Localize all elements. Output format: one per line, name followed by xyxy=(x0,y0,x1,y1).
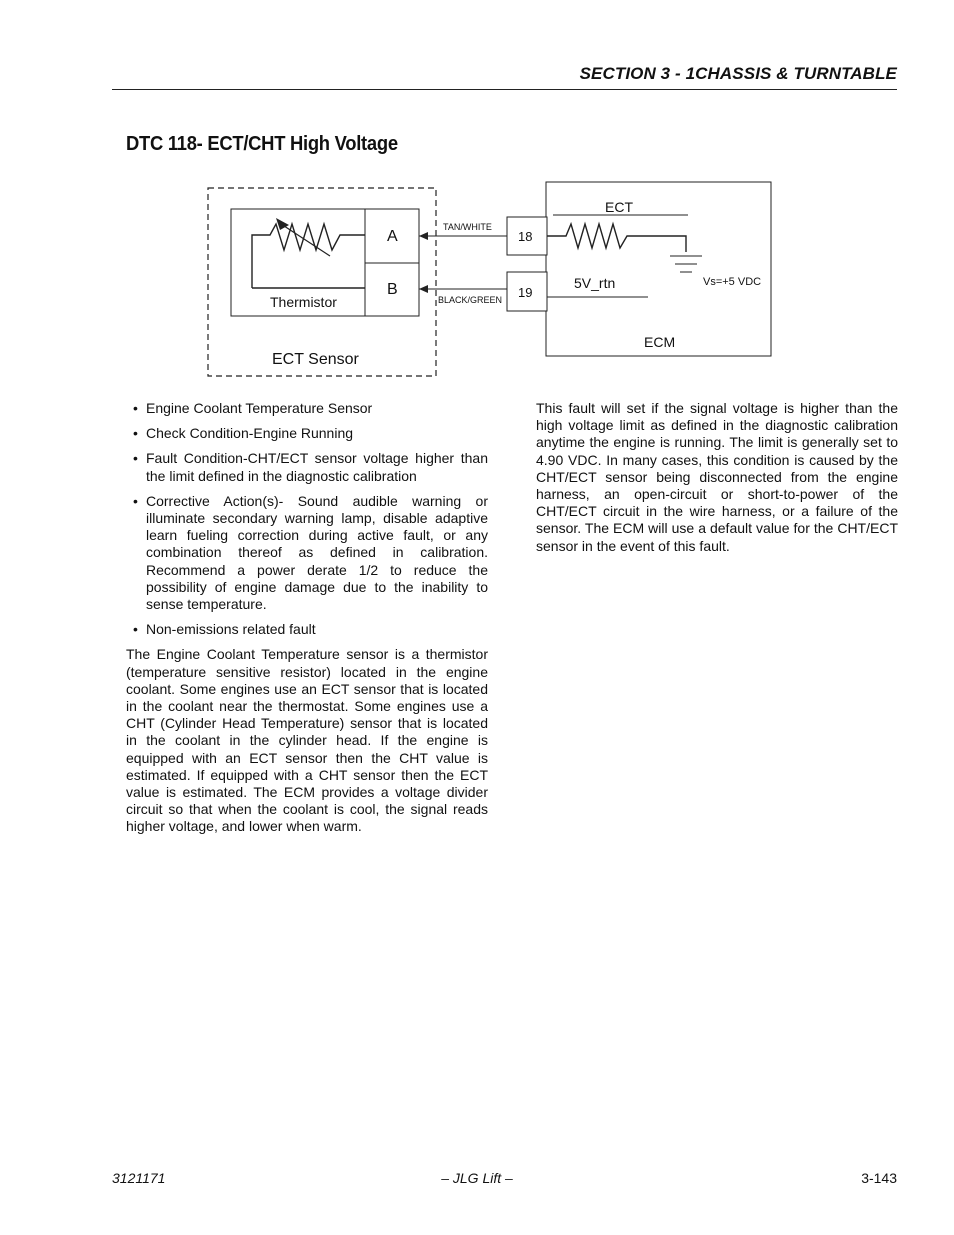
thermistor-symbol xyxy=(252,224,365,288)
fault-description-paragraph: This fault will set if the signal voltage is higher than the high voltage limit as defined in the diagnostic calibration anytime the engine is running. The limit is generally set to 4.90 VDC. In many cases, this condition is caused by the CHT/ECT sensor being disconnected from the engine harness, an open-circuit or short-to-power of the CHT/ECT circuit in the wire harness, or a failure of the sensor. The ECM will use a default value for the CHT/ECT sensor in the event of this fault. xyxy=(536,400,898,554)
bullet-dot: • xyxy=(133,492,138,509)
bullet-dot: • xyxy=(133,621,138,638)
ect-sensor-boundary xyxy=(208,188,436,376)
wire-label-top: TAN/WHITE xyxy=(443,222,492,232)
ecm-resistor-symbol xyxy=(547,224,686,252)
pin-b-label: B xyxy=(387,281,398,298)
ecm-ect-label: ECT xyxy=(605,199,633,215)
bullet-item: • Corrective Action(s)- Sound audible warning or illuminate secondary warning lamp, disable adaptive learn fueling correction during active fault, or any combination thereof as defined in calibration. Recommend a power derate 1/2 to reduce the possibility of engine damage due to the inability to sense temperature. xyxy=(133,492,488,613)
footer-doc-number: 3121171 xyxy=(112,1170,166,1186)
wire-label-bottom: BLACK/GREEN xyxy=(438,295,503,305)
bullet-dot: • xyxy=(133,425,138,442)
ecm-label: ECM xyxy=(644,334,676,350)
left-column xyxy=(126,400,488,836)
bullet-item: • Check Condition-Engine Running xyxy=(133,425,354,442)
ect-description-paragraph: The Engine Coolant Temperature sensor is a thermistor (temperature sensitive resistor) located in the engine coolant. Some engines use an ECT sensor that is located in the coolant near the thermostat. Some engines use a CHT (Cylinder Head Temperature) sensor that is located in the coolant in the cylinder head. If the engine is equipped with an ECT sensor then the CHT value is estimated. If equipped with a CHT sensor then the ECT value is estimated. The ECM provides a voltage divider circuit so that when the coolant is cool, the signal reads higher voltage, and lower when warm. xyxy=(126,646,488,835)
bullet-dot: • xyxy=(133,400,138,416)
page-title: DTC 118- ECT/CHT High Voltage xyxy=(126,133,398,155)
wiring-diagram xyxy=(0,0,954,400)
bullet-list xyxy=(126,400,488,638)
section-header: SECTION 3 - 1CHASSIS & TURNTABLE xyxy=(579,64,897,83)
ecm-pin-19-label: 19 xyxy=(518,285,533,300)
thermistor-label: Thermistor xyxy=(270,294,337,310)
bullet-item: • Fault Condition-CHT/ECT sensor voltage higher than the limit defined in the diagnostic calibration xyxy=(133,450,488,484)
pin-a-label: A xyxy=(387,228,398,245)
bullet-dot: • xyxy=(133,450,138,467)
right-column xyxy=(536,400,898,555)
wire-arrow-bottom xyxy=(419,285,428,293)
bullet-item: • Engine Coolant Temperature Sensor xyxy=(133,400,373,416)
ecm-vs-label: Vs=+5 VDC xyxy=(703,276,762,288)
footer-publisher: – JLG Lift – xyxy=(441,1170,513,1186)
ecm-pin-18-label: 18 xyxy=(518,229,533,244)
ecm-rtn-label: 5V_rtn xyxy=(574,275,616,291)
footer-page-number: 3-143 xyxy=(861,1170,897,1186)
wire-arrow-top xyxy=(419,232,428,240)
bullet-item: • Non-emissions related fault xyxy=(133,621,316,638)
ecm-box xyxy=(546,182,771,356)
ect-sensor-label: ECT Sensor xyxy=(272,351,359,368)
